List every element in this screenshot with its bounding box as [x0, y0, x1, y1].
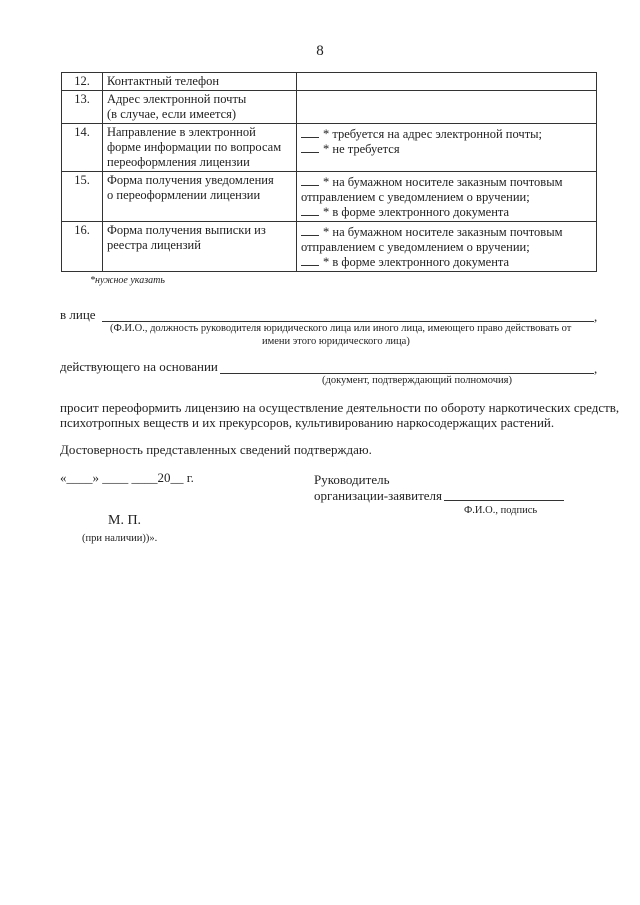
row-label: Направление в электронной форме информации по вопросам переоформления лицензии [103, 124, 297, 172]
row-value[interactable] [297, 91, 597, 124]
table-row [62, 91, 597, 124]
comma: , [594, 361, 598, 376]
signature-field[interactable] [444, 500, 564, 501]
request-line: просит переоформить лицензию на осуществление деятельности по обороту наркотических средств, [60, 400, 620, 415]
head-label-2: организации-заявителя [314, 488, 443, 503]
in-person-caption-2: имени этого юридического лица) [262, 336, 410, 347]
table-row [62, 124, 597, 172]
head-label: Руководитель [314, 472, 390, 487]
row-value[interactable] [297, 73, 597, 91]
row-number: 14. [62, 124, 103, 172]
in-person-label: в лице [60, 307, 96, 322]
table-row [62, 222, 597, 272]
signature-caption: Ф.И.О., подпись [464, 505, 538, 516]
in-person-field[interactable] [102, 321, 594, 322]
row-number: 13. [62, 91, 103, 124]
date-field[interactable]: «____» ____ ____20__ г. [60, 470, 194, 485]
basis-field[interactable] [220, 373, 594, 374]
in-person-caption: (Ф.И.О., должность руководителя юридического лица или иного лица, имеющего право действовать от [110, 323, 572, 334]
row-label: Адрес электронной почты (в случае, если имеется) [103, 91, 297, 124]
row-label: Форма получения выписки из реестра лицензий [103, 222, 297, 272]
basis-caption: (документ, подтверждающий полномочия) [322, 375, 512, 386]
row-number: 12. [62, 73, 103, 91]
stamp-note: (при наличии))». [82, 533, 158, 544]
stamp-label: М. П. [108, 513, 142, 528]
comma: , [594, 309, 598, 324]
row-number: 15. [62, 172, 103, 222]
table-row [62, 73, 597, 91]
row-value[interactable]: * на бумажном носителе заказным почтовым отправлением с уведомлением о вручении; * в форме электронного документа [297, 222, 597, 272]
basis-label: действующего на основании [60, 359, 218, 374]
row-label: Контактный телефон [103, 73, 297, 91]
confirmation-text: Достоверность представленных сведений подтверждаю. [60, 442, 372, 457]
row-value[interactable]: * требуется на адрес электронной почты; * не требуется [297, 124, 597, 172]
application-form-table [61, 72, 597, 272]
page-number: 8 [316, 43, 324, 59]
row-label: Форма получения уведомления о переоформлении лицензии [103, 172, 297, 222]
table-row [62, 172, 597, 222]
row-value[interactable]: * на бумажном носителе заказным почтовым отправлением с уведомлением о вручении; * в форме электронного документа [297, 172, 597, 222]
footnote: *нужное указать [90, 275, 165, 286]
request-line: психотропных веществ и их прекурсоров, культивированию наркосодержащих растений. [60, 415, 555, 430]
row-number: 16. [62, 222, 103, 272]
